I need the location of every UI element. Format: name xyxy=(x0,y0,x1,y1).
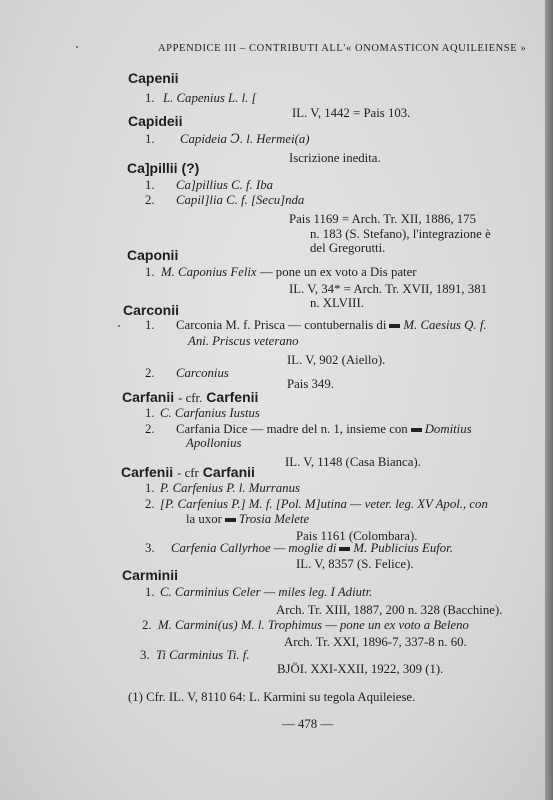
entry-number: 1. xyxy=(145,91,155,105)
entry-number: 2. xyxy=(145,422,155,436)
reference: Pais 1161 (Colombara). xyxy=(296,529,418,543)
entry-line: Carfenia Callyrhoe — moglie di M. Publicius Eufor. xyxy=(171,541,453,555)
reference: BJÖI. XXI-XXII, 1922, 309 (1). xyxy=(277,662,444,676)
reference: IL. V, 8357 (S. Felice). xyxy=(296,557,414,571)
reference: n. 183 (S. Stefano), l'integrazione è xyxy=(310,227,491,241)
footnote: (1) Cfr. IL. V, 8110 64: L. Karmini su tegola Aquileiese. xyxy=(128,690,416,704)
entry-title-capenii: Capenii xyxy=(128,70,179,86)
entry-number: 1. xyxy=(145,481,155,495)
reference: Iscrizione inedita. xyxy=(289,151,381,165)
entry-number: 2. xyxy=(145,366,155,380)
entry-number: 1. xyxy=(145,132,155,146)
reference: IL. V, 34* = Arch. Tr. XVII, 1891, 381 xyxy=(289,282,488,296)
page-edge-shadow xyxy=(545,0,553,800)
reference: IL. V, 1442 = Pais 103. xyxy=(292,106,411,120)
entry-number: 2. xyxy=(145,193,155,207)
reference: IL. V, 902 (Aiello). xyxy=(287,353,386,367)
ink-speck xyxy=(118,325,120,327)
entry-number: 2. xyxy=(142,618,152,632)
entry-line: M. Caponius Felix — pone un ex voto a Dis pater xyxy=(161,265,417,279)
entry-line: Carconia M. f. Prisca — contubernalis di M. Caesius Q. f. xyxy=(176,318,487,332)
entry-title-carfenii: Carfenii - cfr Carfanii xyxy=(121,464,255,480)
reference: Pais 1169 = Arch. Tr. XII, 1886, 175 xyxy=(289,212,476,226)
entry-line: Apollonius xyxy=(186,436,242,450)
reference: n. XLVIII. xyxy=(310,296,364,310)
entry-number: 3. xyxy=(140,648,150,662)
reference: IL. V, 1148 (Casa Bianca). xyxy=(285,455,421,469)
person-name: C. Carfanius Iustus xyxy=(160,406,260,420)
person-name: P. Carfenius P. l. Murranus xyxy=(160,481,300,495)
reference: Pais 349. xyxy=(287,377,334,391)
entry-line: C. Carminius Celer — miles leg. I Adiutr. xyxy=(160,585,373,599)
entry-title-caponii: Caponii xyxy=(127,247,179,263)
entry-line: Ani. Priscus veterano xyxy=(188,334,299,348)
entry-title-carconii: Carconii xyxy=(123,302,180,318)
reference: Arch. Tr. XXI, 1896-7, 337-8 n. 60. xyxy=(284,635,467,649)
page-number: — 478 — xyxy=(282,717,334,731)
entry-title-capideii: Capideii xyxy=(128,113,183,129)
entry-line: la uxor Trosia Melete xyxy=(186,512,310,526)
ink-speck xyxy=(76,46,78,48)
person-name: Capideia Ↄ. l. Hermei(a) xyxy=(180,132,310,146)
entry-number: 1. xyxy=(145,585,155,599)
reference: del Gregorutti. xyxy=(310,241,386,255)
person-name: Ca]pillius C. f. Iba xyxy=(176,178,274,192)
entry-line: [P. Carfenius P.] M. f. [Pol. M]utina — veter. leg. XV Apol., con xyxy=(160,497,488,511)
entry-title-capillii: Ca]pillii (?) xyxy=(127,160,200,176)
entry-number: 1. xyxy=(145,318,155,332)
entry-number: 2. xyxy=(145,497,155,511)
reference: Arch. Tr. XIII, 1887, 200 n. 328 (Bacchine). xyxy=(276,603,503,617)
entry-number: 1. xyxy=(145,265,155,279)
entry-title-carminii: Carminii xyxy=(122,567,179,583)
entry-number: 3. xyxy=(145,541,155,555)
person-name: Carconius xyxy=(176,366,229,380)
entry-number: 1. xyxy=(145,178,155,192)
entry-title-carfanii: Carfanii - cfr. Carfenii xyxy=(122,389,259,405)
running-header: APPENDICE III – CONTRIBUTI ALL'« ONOMASTICON AQUILEIENSE » xyxy=(158,43,527,54)
person-name: Capil]lia C. f. [Secu]nda xyxy=(176,193,305,207)
entry-line: M. Carmini(us) M. l. Trophimus — pone un ex voto a Beleno xyxy=(158,618,469,632)
person-name: Ti Carminius Ti. f. xyxy=(156,648,250,662)
entry-number: 1. xyxy=(145,406,155,420)
entry-line: Carfania Dice — madre del n. 1, insieme con Domitius xyxy=(176,422,472,436)
person-name: L. Capenius L. l. [ xyxy=(163,91,257,105)
